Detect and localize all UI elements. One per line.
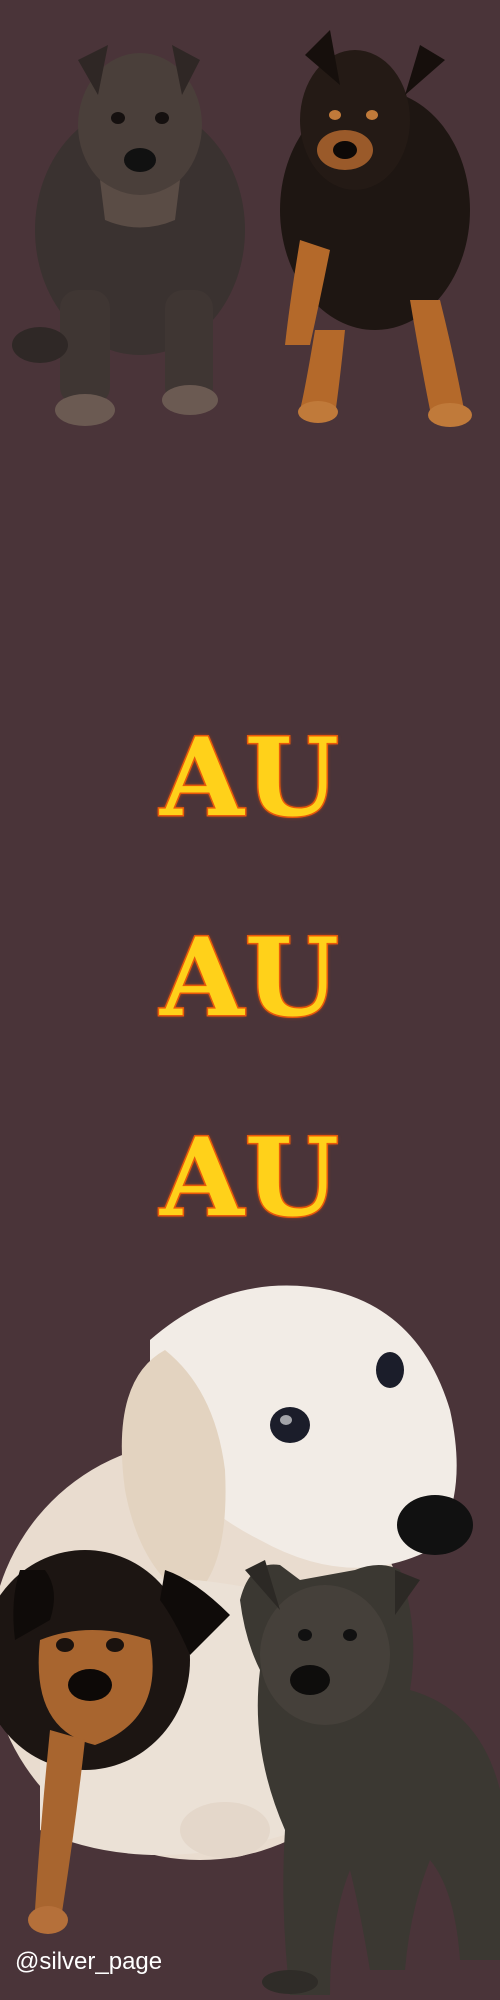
brindle-puppy-image <box>12 45 245 426</box>
au-word-3: AU <box>160 1115 340 1241</box>
au-word-2: AU <box>160 915 340 1041</box>
bottom-dogs-group <box>0 1270 500 2000</box>
top-dogs-group <box>0 0 500 440</box>
au-text-stack <box>0 700 500 1260</box>
dark-brindle-terrier-image <box>240 1560 500 1995</box>
au-word-1: AU <box>160 715 340 841</box>
author-handle: @silver_page <box>15 1948 163 1975</box>
black-tan-terrier-image <box>280 30 472 427</box>
